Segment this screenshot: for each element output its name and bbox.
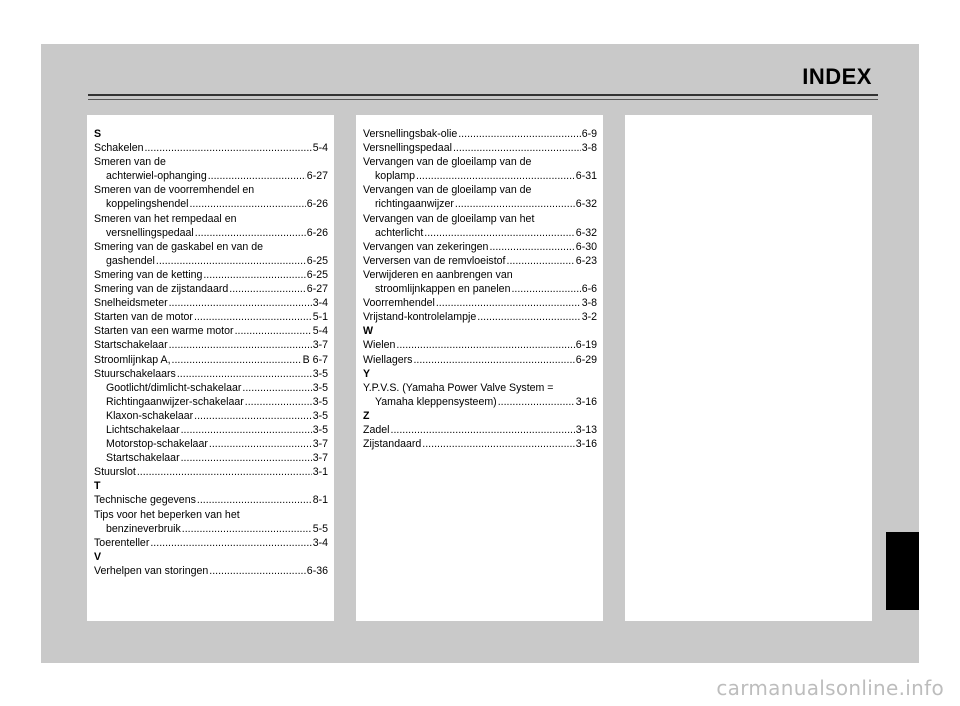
index-entry-text: Toerenteller	[94, 536, 150, 549]
index-column-1	[87, 115, 334, 621]
index-letter-heading: W	[363, 325, 373, 338]
index-entry-text: achterlicht	[375, 226, 424, 239]
title-rule-thin	[88, 99, 878, 100]
index-entry	[94, 536, 328, 550]
dot-leader	[182, 522, 312, 536]
dot-leader	[181, 451, 312, 465]
index-page-number: 3-13	[575, 423, 597, 436]
index-entry	[363, 141, 597, 155]
index-page-number: 3-4	[312, 536, 328, 549]
index-entry-text: Smering van de zijstandaard	[94, 283, 229, 296]
index-entry-line: Verwijderen en aanbrengen van	[363, 268, 513, 281]
dot-leader	[208, 169, 306, 183]
index-entry-line: Smeren van het rempedaal en	[94, 212, 237, 225]
index-page-number: 3-7	[312, 339, 328, 352]
index-column-2	[356, 115, 603, 621]
index-entry-text: Zadel	[363, 423, 390, 436]
dot-leader	[177, 367, 312, 381]
index-page-number: 6-6	[581, 283, 597, 296]
index-entry	[94, 310, 328, 324]
index-letter-heading: V	[94, 550, 102, 563]
index-entry	[363, 353, 597, 367]
title-rule-thick	[88, 94, 878, 96]
index-page-number: 6-36	[306, 564, 328, 577]
index-entry	[363, 197, 597, 211]
index-entry-text: Vrijstand-kontrolelampje	[363, 311, 477, 324]
dot-leader	[498, 395, 575, 409]
index-entry-line: Smeren van de	[94, 156, 166, 169]
index-column-3	[625, 115, 872, 621]
index-entry-line: Smeren van de voorremhendel en	[94, 184, 255, 197]
dot-leader	[477, 310, 580, 324]
index-entry-text: koplamp	[375, 170, 416, 183]
index-entry-text: Stuurslot	[94, 466, 136, 479]
index-entry	[94, 409, 328, 423]
index-entry-text: Wiellagers	[363, 353, 413, 366]
index-entry-line: Vervangen van de gloeilamp van het	[363, 212, 535, 225]
dot-leader	[209, 437, 312, 451]
dot-leader	[197, 493, 312, 507]
index-entry	[94, 493, 328, 507]
dot-leader	[453, 141, 581, 155]
dot-leader	[416, 169, 575, 183]
dot-leader	[422, 437, 575, 451]
index-entry-text: Versnellingsbak-olie	[363, 128, 458, 140]
index-entry	[363, 423, 597, 437]
index-entry-text: Startschakelaar	[94, 339, 168, 352]
index-entry-text: Technische gegevens	[94, 494, 196, 507]
index-letter-heading: Z	[363, 409, 370, 422]
manual-page	[41, 44, 919, 663]
index-entry	[94, 423, 328, 437]
index-entry-text: Verhelpen van storingen	[94, 564, 209, 577]
index-entry-text: koppelingshendel	[106, 198, 189, 211]
index-entry	[363, 338, 597, 352]
index-page-number: 3-2	[581, 311, 597, 324]
index-entry	[363, 226, 597, 240]
index-entry-text: achterwiel-ophanging	[106, 170, 207, 183]
index-entry-text: versnellingspedaal	[106, 226, 194, 239]
dot-leader	[507, 254, 575, 268]
dot-leader	[189, 197, 305, 211]
index-entry-text: benzineverbruik	[106, 522, 181, 535]
index-entry-text: Yamaha kleppensysteem)	[375, 395, 497, 408]
dot-leader	[229, 282, 306, 296]
index-entry-line: Vervangen van de gloeilamp van de	[363, 184, 532, 197]
index-page-number: 3-7	[312, 438, 328, 451]
dot-leader	[144, 141, 311, 155]
index-entry-text: Klaxon-schakelaar	[106, 409, 194, 422]
index-entry	[94, 282, 328, 296]
index-entry	[94, 324, 328, 338]
dot-leader	[181, 423, 312, 437]
index-entry-line: Tips voor het beperken van het	[94, 508, 240, 521]
index-entry-text: Stuurschakelaars	[94, 367, 176, 380]
index-page-number: 3-7	[312, 452, 328, 465]
index-entry	[363, 127, 597, 141]
index-entry	[94, 381, 328, 395]
index-page-number: 3-5	[312, 367, 328, 380]
index-page-number: 3-8	[581, 297, 597, 310]
index-entry-text: Wielen	[363, 339, 396, 352]
index-page-number: 6-23	[575, 254, 597, 267]
index-entry	[363, 240, 597, 254]
index-entry	[94, 353, 328, 367]
index-entry	[94, 437, 328, 451]
index-entry	[94, 465, 328, 479]
dot-leader	[242, 381, 311, 395]
index-entry	[363, 310, 597, 324]
index-page-number: 3-5	[312, 409, 328, 422]
section-tab-marker	[886, 532, 919, 610]
index-entry-text: Zijstandaard	[363, 438, 422, 451]
index-page-number: 6-32	[575, 226, 597, 239]
index-entry	[94, 451, 328, 465]
dot-leader	[455, 197, 575, 211]
dot-leader	[436, 296, 581, 310]
index-entry-text: stroomlijnkappen en panelen	[375, 283, 511, 296]
index-entry	[94, 197, 328, 211]
index-entry-text: Vervangen van zekeringen	[363, 240, 489, 253]
index-entry	[363, 395, 597, 409]
index-page-number: 6-25	[306, 254, 328, 267]
index-page-number: 3-1	[312, 466, 328, 479]
index-letter-heading: S	[94, 128, 102, 140]
index-page-number: 5-5	[312, 522, 328, 535]
index-page-number: 8-1	[312, 494, 328, 507]
dot-leader	[169, 338, 312, 352]
index-page-number: 3-5	[312, 381, 328, 394]
index-entry-text: Snelheidsmeter	[94, 297, 168, 310]
index-entry-text: Verversen van de remvloeistof	[363, 254, 506, 267]
index-page-number: 6-32	[575, 198, 597, 211]
index-page-number: 6-27	[306, 170, 328, 183]
index-page-number: 6-25	[306, 268, 328, 281]
index-entry	[94, 338, 328, 352]
index-entry-text: Smering van de ketting	[94, 268, 203, 281]
dot-leader	[424, 226, 575, 240]
index-entry	[94, 169, 328, 183]
index-page-number: 3-4	[312, 297, 328, 310]
index-entry-text: Richtingaanwijzer-schakelaar	[106, 395, 244, 408]
dot-leader	[203, 268, 305, 282]
index-page-number: 6-19	[575, 339, 597, 352]
page-title: INDEX	[802, 64, 872, 89]
index-entry	[94, 141, 328, 155]
index-page-number: 6-26	[306, 198, 328, 211]
index-entry	[94, 395, 328, 409]
index-entry	[363, 437, 597, 451]
index-page-number: 3-8	[581, 142, 597, 155]
index-entry-line: Y.P.V.S. (Yamaha Power Valve System =	[363, 381, 554, 394]
dot-leader	[156, 254, 306, 268]
index-entry-text: Gootlicht/dimlicht-schakelaar	[106, 381, 242, 394]
dot-leader	[194, 409, 312, 423]
index-entry-text: Startschakelaar	[106, 452, 180, 465]
index-page-number: 5-1	[312, 311, 328, 324]
index-entry	[94, 522, 328, 536]
index-page-number: 6-26	[306, 226, 328, 239]
dot-leader	[169, 296, 312, 310]
index-entry	[94, 564, 328, 578]
dot-leader	[235, 324, 312, 338]
dot-leader	[209, 564, 306, 578]
dot-leader	[489, 240, 574, 254]
index-letter-heading: Y	[363, 367, 371, 380]
index-entry-line: Vervangen van de gloeilamp van de	[363, 156, 532, 169]
index-page-number: 6-9	[581, 128, 597, 140]
index-page-number: 6-31	[575, 170, 597, 183]
index-page-number: 5-4	[312, 142, 328, 155]
index-entry	[94, 367, 328, 381]
dot-leader	[458, 127, 580, 141]
index-entry-text: gashendel	[106, 254, 155, 267]
index-page-number: 3-5	[312, 423, 328, 436]
index-entry	[363, 296, 597, 310]
index-entry-line: Smering van de gaskabel en van de	[94, 240, 264, 253]
dot-leader	[391, 423, 575, 437]
index-entry-text: Voorremhendel	[363, 297, 435, 310]
dot-leader	[511, 282, 580, 296]
index-entry-text: Motorstop-schakelaar	[106, 438, 208, 451]
index-page-number: 3-5	[312, 395, 328, 408]
dot-leader	[245, 395, 312, 409]
dot-leader	[413, 353, 574, 367]
index-page-number: 3-16	[575, 438, 597, 451]
index-entry-text: Lichtschakelaar	[106, 423, 180, 436]
index-entry	[363, 254, 597, 268]
index-entry-text: richtingaanwijzer	[375, 198, 454, 211]
dot-leader	[137, 465, 312, 479]
dot-leader	[194, 310, 312, 324]
index-entry	[363, 169, 597, 183]
index-page-number: 6-27	[306, 283, 328, 296]
index-page-number: 3-16	[575, 395, 597, 408]
index-letter-heading: T	[94, 480, 101, 493]
index-entry	[363, 282, 597, 296]
index-page-number: 6-29	[575, 353, 597, 366]
index-page-number: 6-30	[575, 240, 597, 253]
index-entry	[94, 296, 328, 310]
index-entry	[94, 226, 328, 240]
watermark: carmanualsonline.info	[716, 676, 944, 700]
index-page-number: B 6-7	[302, 353, 328, 366]
dot-leader	[150, 536, 311, 550]
index-entry-text: Starten van een warme motor	[94, 325, 234, 338]
index-entry	[94, 268, 328, 282]
dot-leader	[396, 338, 574, 352]
dot-leader	[172, 353, 302, 367]
index-entry-text: Stroomlijnkap A,	[94, 353, 171, 366]
index-entry-text: Versnellingspedaal	[363, 142, 452, 155]
index-page-number: 5-4	[312, 325, 328, 338]
index-entry	[94, 254, 328, 268]
dot-leader	[195, 226, 306, 240]
index-entry-text: Starten van de motor	[94, 311, 193, 324]
index-entry-text: Schakelen	[94, 142, 144, 155]
